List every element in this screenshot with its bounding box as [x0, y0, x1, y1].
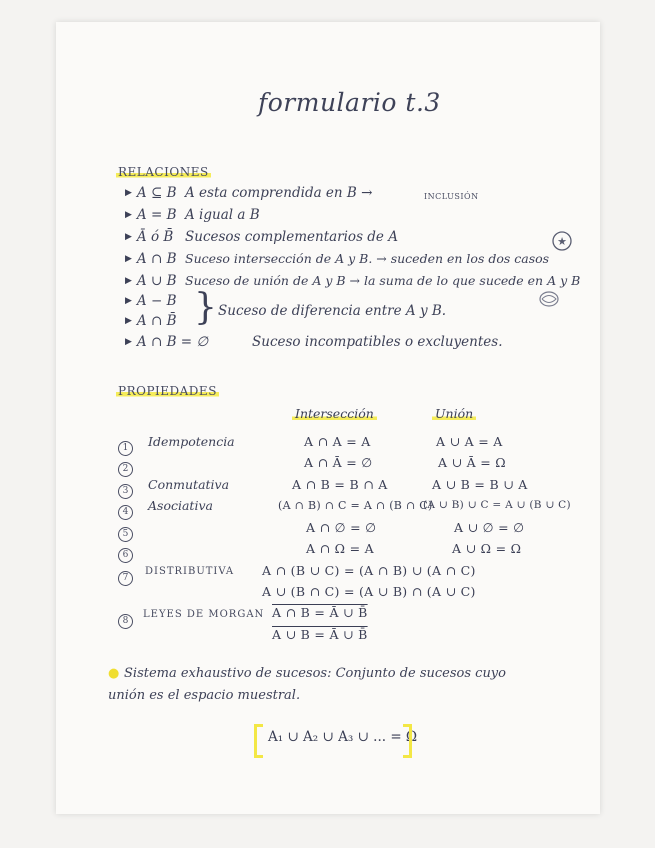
formula-union: A ∪ ∅ = ∅: [454, 520, 525, 535]
relacion-text: Sucesos complementarios de A: [185, 229, 398, 245]
formula-interseccion: A ∩ A = A: [304, 434, 371, 449]
relacion-text: Suceso de unión de A y B → la suma de lo que sucede en A y B: [185, 273, 581, 288]
relacion-expr: A ∩ B = ∅: [136, 334, 209, 350]
number-circle-icon: 2: [118, 456, 133, 477]
formula-interseccion: A ∩ B = B ∩ A: [292, 477, 388, 492]
relacion-expr: A ∪ B: [136, 273, 177, 289]
relacion-text: Suceso intersección de A y B. → suceden en los dos casos: [185, 251, 550, 266]
number-circle-icon: 7: [118, 565, 133, 586]
relacion-row: ▶ A ∩ B: [125, 251, 177, 267]
formula-interseccion: A ∩ (B ∪ C) = (A ∩ B) ∪ (A ∩ C): [262, 563, 476, 578]
svg-text:★: ★: [557, 235, 567, 248]
formula-union: A ∪ B = Ā ∪ B̄: [272, 627, 368, 642]
bullet-icon: ●: [108, 666, 120, 681]
propiedad-name: DISTRIBUTIVA: [145, 566, 235, 577]
propiedad-name: Idempotencia: [148, 434, 235, 449]
number-circle-icon: 6: [118, 542, 133, 563]
relacion-expr: A ∩ B: [136, 251, 177, 267]
formula-union: A ∪ Ā = Ω: [438, 455, 506, 470]
union-column-header: Unión: [432, 406, 476, 421]
number-circle-icon: 1: [118, 435, 133, 456]
star-doodle-icon: [551, 230, 573, 256]
propiedad-name: Conmutativa: [148, 477, 230, 492]
number-circle-icon: 4: [118, 499, 133, 520]
page-title: formulario t.3: [258, 88, 441, 117]
sistema-text-line1: Sistema exhaustivo de sucesos: Conjunto de sucesos cuyo: [124, 666, 506, 681]
sistema-formula: A₁ ∪ A₂ ∪ A₃ ∪ ... = Ω: [268, 729, 418, 745]
relacion-expr: A ∩ B̄: [136, 313, 177, 329]
propiedad-name: Asociativa: [148, 498, 213, 513]
formula-union: A ∪ B = B ∪ A: [432, 477, 528, 492]
number-circle-icon: 8: [118, 608, 133, 629]
formula-union: (A ∪ B) ∪ C = A ∪ (B ∪ C): [423, 499, 571, 511]
relacion-text: Suceso incompatibles o excluyentes.: [252, 334, 503, 350]
number-circle-icon: 5: [118, 521, 133, 542]
formula-union: A ∪ A = A: [436, 434, 503, 449]
bracket-left-icon: [254, 724, 263, 758]
interseccion-column-header: Intersección: [292, 406, 377, 421]
relacion-row: ▶ A ∪ B: [125, 273, 177, 289]
relacion-text: A igual a B: [185, 207, 260, 223]
formula-interseccion: A ∩ ∅ = ∅: [306, 520, 377, 535]
relacion-row: ▶ A ∩ B̄: [125, 313, 177, 329]
relacion-text: A esta comprendida en B →: [185, 185, 373, 201]
relacion-row: ▶ A ∩ B = ∅: [125, 334, 209, 350]
relacion-text: Suceso de diferencia entre A y B.: [218, 303, 447, 319]
propiedad-name: LEYES DE MORGAN: [143, 609, 265, 620]
formula-interseccion: A ∩ Ω = A: [306, 541, 374, 556]
relacion-expr: A − B: [136, 293, 177, 309]
formula-interseccion: (A ∩ B) ∩ C = A ∩ (B ∩ C): [278, 499, 433, 512]
formula-union: A ∪ (B ∩ C) = (A ∪ B) ∩ (A ∪ C): [262, 584, 476, 599]
relacion-expr: A = B: [136, 207, 177, 223]
formula-interseccion: A ∩ Ā = ∅: [304, 455, 373, 470]
relacion-row: ▶ A = B: [125, 207, 177, 223]
relacion-note: INCLUSIÓN: [424, 192, 479, 201]
relaciones-heading: RELACIONES: [118, 165, 209, 179]
relacion-row: ▶ Ā ó B̄: [125, 229, 174, 245]
scribble-doodle-icon: [538, 290, 560, 312]
relacion-expr: Ā ó B̄: [136, 229, 174, 245]
number-circle-icon: 3: [118, 478, 133, 499]
formula-interseccion: A ∩ B = Ā ∪ B̄: [272, 605, 368, 620]
formula-union: A ∪ Ω = Ω: [452, 541, 522, 556]
relacion-expr: A ⊆ B: [136, 185, 177, 201]
propiedades-heading: PROPIEDADES: [118, 384, 217, 398]
bracket-right-icon: [403, 724, 412, 758]
relacion-row: ▶ A ⊆ B: [125, 185, 177, 201]
brace-icon: }: [194, 287, 217, 328]
relacion-row: ▶ A − B: [125, 293, 177, 309]
sistema-text-line2: unión es el espacio muestral.: [108, 688, 301, 703]
